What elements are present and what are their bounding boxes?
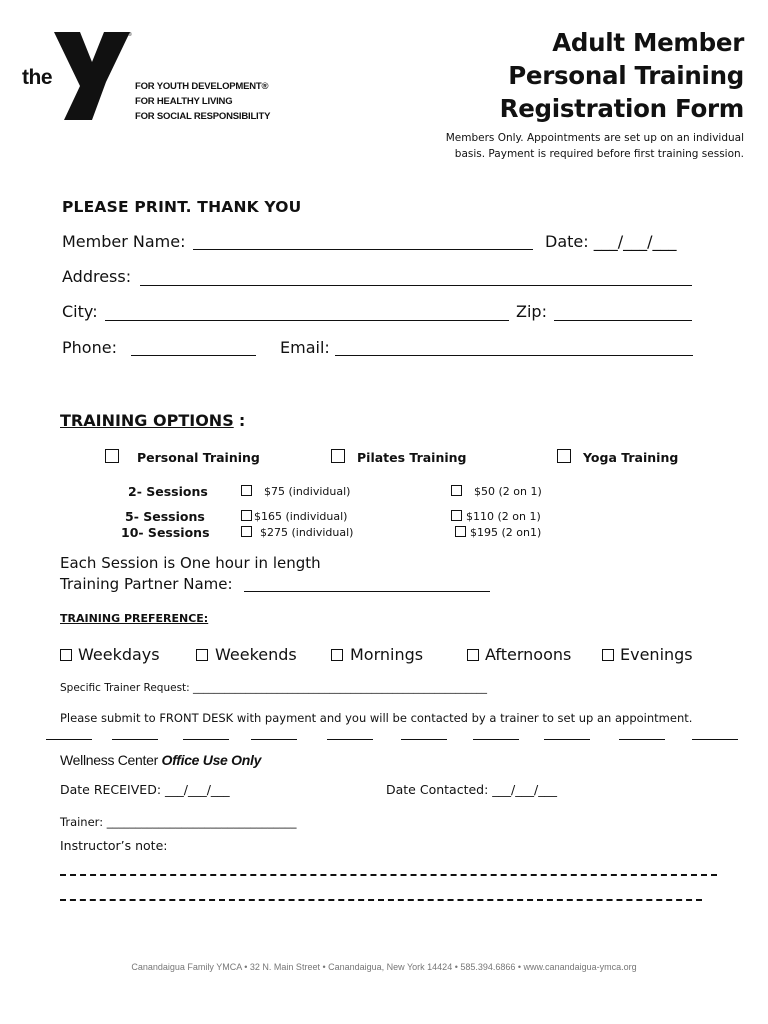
- checkbox[interactable]: [451, 510, 462, 521]
- ymca-wordmark: YMCA: [102, 93, 118, 115]
- checkbox[interactable]: [557, 449, 571, 463]
- checkbox[interactable]: [60, 649, 72, 661]
- checkbox[interactable]: [331, 649, 343, 661]
- separator-dash: [46, 739, 92, 740]
- separator-dash: [327, 739, 373, 740]
- price-label: $165 (individual): [254, 510, 348, 523]
- option-yoga-training[interactable]: [557, 449, 678, 465]
- option-label: Yoga Training: [583, 450, 679, 465]
- pref-weekends[interactable]: [196, 645, 297, 664]
- price-label: $50 (2 on 1): [474, 485, 542, 498]
- option-pilates-training[interactable]: [331, 449, 466, 465]
- separator-dash: [544, 739, 590, 740]
- instructor-note-line[interactable]: [60, 874, 717, 876]
- separator-dash: [473, 739, 519, 740]
- partner-name-field[interactable]: [244, 591, 490, 592]
- member-name-field[interactable]: [193, 249, 533, 250]
- price-label: $110 (2 on 1): [466, 510, 541, 523]
- session-2-label: 2- Sessions: [128, 484, 208, 499]
- tagline-line: FOR SOCIAL RESPONSIBILITY: [135, 111, 271, 122]
- title-line: Personal Training: [508, 61, 744, 90]
- pref-label: Mornings: [350, 645, 424, 664]
- office-use-only: Office Use Only: [161, 752, 262, 768]
- pref-weekdays[interactable]: [60, 645, 160, 664]
- separator-dash: [183, 739, 229, 740]
- session-10-label: 10- Sessions: [121, 525, 210, 540]
- session-2-individual[interactable]: [241, 485, 350, 498]
- checkbox[interactable]: [241, 526, 252, 537]
- date-field[interactable]: Date: ___/___/___: [545, 232, 677, 251]
- logo-tagline: [135, 79, 270, 124]
- training-preference-heading: TRAINING PREFERENCE:: [60, 612, 209, 625]
- option-label: Pilates Training: [357, 450, 467, 465]
- tagline-line: FOR YOUTH DEVELOPMENT®: [135, 81, 269, 92]
- session-5-label: 5- Sessions: [125, 509, 205, 524]
- training-options-colon: :: [238, 411, 246, 430]
- zip-label: Zip:: [516, 302, 547, 321]
- trainer-request-field[interactable]: Specific Trainer Request: ________________________________________________________: [60, 682, 488, 694]
- option-personal-training[interactable]: [105, 449, 260, 465]
- title-line: Adult Member: [552, 28, 744, 57]
- checkbox[interactable]: [455, 526, 466, 537]
- address-label: Address:: [62, 267, 132, 286]
- phone-label: Phone:: [62, 338, 117, 357]
- pref-evenings[interactable]: [602, 645, 693, 664]
- ymca-y-logo-icon: [52, 30, 134, 122]
- member-name-label: Member Name:: [62, 232, 186, 251]
- pref-mornings[interactable]: [331, 645, 423, 664]
- form-title: [500, 26, 744, 125]
- city-label: City:: [62, 302, 98, 321]
- session-5-partner[interactable]: [451, 510, 541, 523]
- partner-name-label: Training Partner Name:: [60, 575, 233, 593]
- phone-field[interactable]: [131, 355, 256, 356]
- email-field[interactable]: [335, 355, 693, 356]
- pref-label: Weekends: [215, 645, 297, 664]
- pref-label: Weekdays: [78, 645, 160, 664]
- checkbox[interactable]: [451, 485, 462, 496]
- checkbox[interactable]: [602, 649, 614, 661]
- session-length-note: Each Session is One hour in length: [60, 554, 321, 572]
- instructor-note-label: Instructor’s note:: [60, 838, 168, 853]
- footer-address: Canandaigua Family YMCA • 32 N. Main Street • Canandaigua, New York 14424 • 585.394.6866 • www.canandaigua-ymca.org: [131, 962, 637, 972]
- print-notice: PLEASE PRINT. THANK YOU: [62, 198, 302, 216]
- training-options-heading: [60, 411, 245, 430]
- logo-the-text: the: [22, 66, 52, 89]
- date-contacted-field[interactable]: Date Contacted: ___/___/___: [386, 782, 557, 797]
- trainer-field[interactable]: Trainer: _________________________________: [60, 815, 297, 829]
- separator-dash: [692, 739, 738, 740]
- separator-dash: [619, 739, 665, 740]
- submit-note: Please submit to FRONT DESK with payment and you will be contacted by a trainer to set up an appointment.: [60, 711, 693, 725]
- price-label: $75 (individual): [264, 485, 351, 498]
- separator-dash: [112, 739, 158, 740]
- session-10-partner[interactable]: [455, 526, 541, 539]
- address-field[interactable]: [140, 285, 692, 286]
- members-only-note: [446, 130, 744, 162]
- separator-dash: [401, 739, 447, 740]
- pref-label: Evenings: [620, 645, 693, 664]
- checkbox[interactable]: [105, 449, 119, 463]
- tagline-line: FOR HEALTHY LIVING: [135, 96, 233, 107]
- title-line: Registration Form: [499, 94, 744, 123]
- note-line: Members Only. Appointments are set up on an individual: [445, 132, 744, 144]
- zip-field[interactable]: [554, 320, 692, 321]
- email-label: Email:: [280, 338, 330, 357]
- separator-dash: [251, 739, 297, 740]
- city-field[interactable]: [105, 320, 509, 321]
- svg-text:®: ®: [128, 32, 132, 38]
- checkbox[interactable]: [196, 649, 208, 661]
- note-line: basis. Payment is required before first training session.: [454, 148, 744, 160]
- pref-afternoons[interactable]: [467, 645, 571, 664]
- checkbox[interactable]: [467, 649, 479, 661]
- price-label: $275 (individual): [260, 526, 354, 539]
- training-options-title: TRAINING OPTIONS: [60, 411, 234, 430]
- session-10-individual[interactable]: [241, 526, 353, 539]
- pref-label: Afternoons: [485, 645, 572, 664]
- session-2-partner[interactable]: [451, 485, 542, 498]
- checkbox[interactable]: [331, 449, 345, 463]
- option-label: Personal Training: [137, 450, 260, 465]
- office-label: Wellness Center: [60, 752, 158, 768]
- checkbox[interactable]: [241, 510, 252, 521]
- instructor-note-line[interactable]: [60, 899, 702, 901]
- office-use-heading: [60, 752, 261, 768]
- checkbox[interactable]: [241, 485, 252, 496]
- price-label: $195 (2 on1): [470, 526, 542, 539]
- session-5-individual[interactable]: [241, 510, 347, 523]
- date-received-field[interactable]: Date RECEIVED: ___/___/___: [60, 782, 230, 797]
